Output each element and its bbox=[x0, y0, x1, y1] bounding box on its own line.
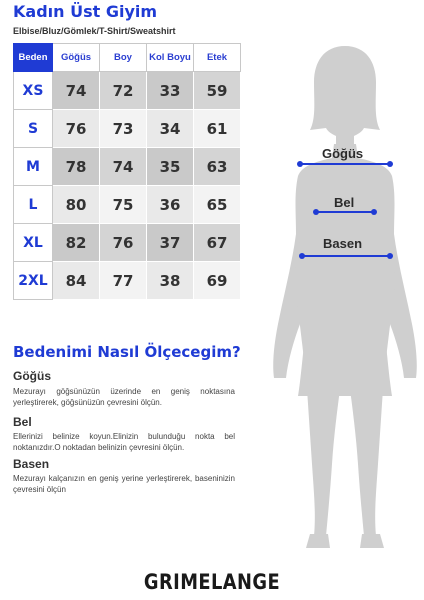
hip-description: Mezurayı kalçanızın en geniş yerine yerleştirerek, baseninizin çevresini ölçün bbox=[13, 474, 235, 494]
table-cell: 35 bbox=[147, 148, 194, 186]
waist-right-point bbox=[371, 209, 377, 215]
table-cell: 77 bbox=[100, 262, 147, 300]
waist-heading: Bel bbox=[13, 415, 32, 429]
page-subtitle: Elbise/Bluz/Gömlek/T-Shirt/Sweatshirt bbox=[13, 26, 176, 36]
table-cell: 59 bbox=[194, 72, 241, 110]
table-cell: 82 bbox=[53, 224, 100, 262]
size-label: XL bbox=[14, 224, 53, 262]
silhouette-icon bbox=[273, 46, 417, 548]
size-table bbox=[13, 43, 241, 300]
table-cell: 67 bbox=[194, 224, 241, 262]
hip-label: Basen bbox=[323, 236, 363, 251]
hip-left-point bbox=[299, 253, 305, 259]
header-gogus: Göğüs bbox=[53, 44, 100, 72]
header-boy: Boy bbox=[100, 44, 147, 72]
chest-heading: Göğüs bbox=[13, 369, 51, 383]
table-cell: 33 bbox=[147, 72, 194, 110]
hip-right-point bbox=[387, 253, 393, 259]
size-label: M bbox=[14, 148, 53, 186]
table-row bbox=[14, 262, 241, 300]
table-row bbox=[14, 148, 241, 186]
table-cell: 34 bbox=[147, 110, 194, 148]
chest-right-point bbox=[387, 161, 393, 167]
table-cell: 65 bbox=[194, 186, 241, 224]
table-row bbox=[14, 110, 241, 148]
header-beden: Beden bbox=[14, 44, 53, 72]
table-cell: 74 bbox=[100, 148, 147, 186]
hip-heading: Basen bbox=[13, 457, 50, 471]
table-cell: 73 bbox=[100, 110, 147, 148]
page-title: Kadın Üst Giyim bbox=[13, 2, 158, 21]
brand-logo: GRIMELANGE bbox=[143, 570, 281, 594]
table-cell: 37 bbox=[147, 224, 194, 262]
table-cell: 75 bbox=[100, 186, 147, 224]
table-cell: 84 bbox=[53, 262, 100, 300]
table-cell: 69 bbox=[194, 262, 241, 300]
waist-description: Ellerinizi belinize koyun.Elinizin bulunduğu nokta bel noktanızdır.O noktadan belinizin çevresini ölçün. bbox=[13, 432, 235, 452]
table-cell: 61 bbox=[194, 110, 241, 148]
header-kol-boyu: Kol Boyu bbox=[147, 44, 194, 72]
table-cell: 38 bbox=[147, 262, 194, 300]
table-cell: 63 bbox=[194, 148, 241, 186]
chest-left-point bbox=[297, 161, 303, 167]
table-row bbox=[14, 224, 241, 262]
table-row bbox=[14, 72, 241, 110]
table-cell: 36 bbox=[147, 186, 194, 224]
chest-label: Göğüs bbox=[322, 146, 364, 161]
size-label: L bbox=[14, 186, 53, 224]
table-header-row bbox=[14, 44, 241, 72]
waist-label: Bel bbox=[334, 195, 355, 210]
table-cell: 72 bbox=[100, 72, 147, 110]
table-cell: 76 bbox=[53, 110, 100, 148]
chest-description: Mezurayı göğsünüzün üzerinde en geniş noktasına yerleştirerek, göğsünüzün çevresini ölçün. bbox=[13, 387, 235, 407]
body-silhouette-figure bbox=[266, 44, 424, 552]
waist-left-point bbox=[313, 209, 319, 215]
table-cell: 78 bbox=[53, 148, 100, 186]
table-cell: 76 bbox=[100, 224, 147, 262]
table-cell: 80 bbox=[53, 186, 100, 224]
size-label: XS bbox=[14, 72, 53, 110]
size-label: 2XL bbox=[14, 262, 53, 300]
table-row bbox=[14, 186, 241, 224]
size-label: S bbox=[14, 110, 53, 148]
table-cell: 74 bbox=[53, 72, 100, 110]
header-etek: Etek bbox=[194, 44, 241, 72]
how-to-measure-title: Bedenimi Nasıl Ölçecegim? bbox=[13, 343, 241, 361]
